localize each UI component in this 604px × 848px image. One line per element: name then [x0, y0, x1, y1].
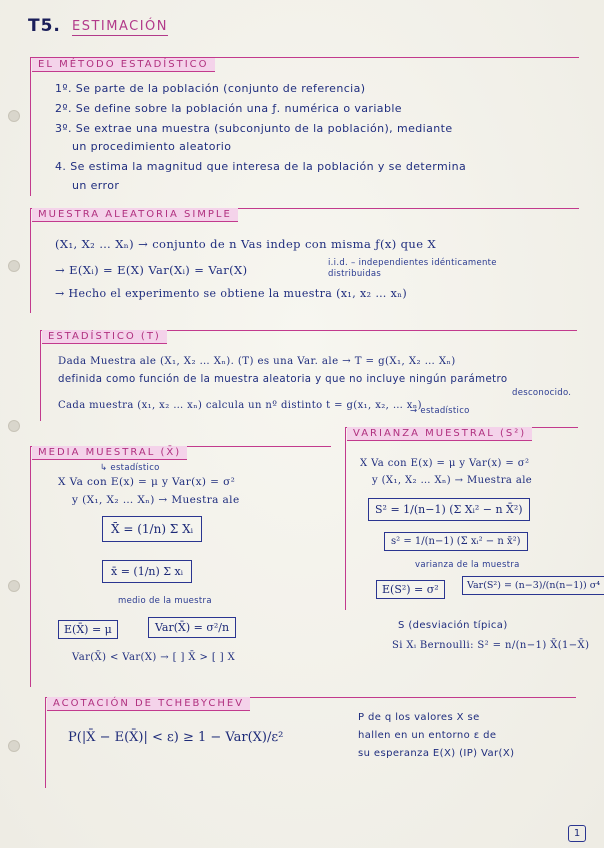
varianza-line-2: y (X₁, X₂ … Xₙ) → Muestra ale — [372, 475, 533, 486]
tchebychev-text-1: P de q los valores X se — [358, 712, 480, 723]
metodo-step-1: 1º. Se parte de la población (conjunto de referencia) — [55, 82, 366, 95]
varianza-variance-box: Var(S²) = (n−3)/(n(n−1)) σ⁴ — [462, 576, 604, 595]
varianza-line-1: X Va con E(x) = μ y Var(x) = σ² — [360, 458, 530, 469]
mas-iid-note: i.i.d. – independientes idénticamente distribuidas — [328, 258, 497, 279]
metodo-step-3: 3º. Se extrae una muestra (subconjunto de la población), mediante — [55, 122, 453, 135]
estadistico-line-1: Dada Muestra ale (X₁, X₂ … Xₙ). (T) es una Var. ale → T = g(X₁, X₂ … Xₙ) — [58, 356, 456, 367]
mas-sample-result: → Hecho el experimento se obtiene la muestra (x₁, x₂ … xₙ) — [55, 287, 408, 300]
estadistico-note: → estadístico — [410, 406, 470, 416]
metodo-step-4-cont: un error — [72, 179, 120, 192]
varianza-bernoulli: Si Xᵢ Bernoulli: S² = n/(n−1) X̄(1−X̄) — [392, 640, 590, 651]
mas-definition: (X₁, X₂ … Xₙ) → conjunto de n Vas indep con misma ƒ(x) que X — [55, 237, 437, 251]
varianza-desviacion: S (desviación típica) — [398, 620, 508, 631]
media-line-2: y (X₁, X₂ … Xₙ) → Muestra ale — [72, 494, 240, 506]
varianza-sample-note: varianza de la muestra — [415, 560, 520, 570]
binding-hole — [8, 260, 20, 272]
chapter-title: ESTIMACIÓN — [72, 19, 168, 34]
chapter-number: T5. — [28, 16, 61, 36]
section-header-mas: MUESTRA ALEATORIA SIMPLE — [32, 208, 238, 222]
media-formula-box: X̄ = (1/n) Σ Xᵢ — [102, 516, 202, 542]
section-header-media: MEDIA MUESTRAL (X̄) — [32, 446, 187, 460]
metodo-step-4: 4. Se estima la magnitud que interesa de la población y se determina — [55, 160, 467, 173]
tchebychev-formula: P(|X̄ − E(X̄)| < ε) ≥ 1 − Var(X)/ε² — [68, 730, 284, 745]
section-header-tchebychev: ACOTACIÓN DE TCHEBYCHEV — [47, 697, 250, 711]
estadistico-line-2b: desconocido. — [512, 388, 572, 398]
section-header-varianza: VARIANZA MUESTRAL (S²) — [347, 427, 532, 441]
page-number: 1 — [568, 825, 586, 842]
binding-hole — [8, 110, 20, 122]
estadistico-line-2: definida como función de la muestra aleatoria y que no incluye ningún parámetro — [58, 374, 508, 385]
media-note: ↳ estadístico — [100, 463, 160, 473]
section-header-estadistico: ESTADÍSTICO (T) — [42, 330, 167, 344]
media-line-1: X Va con E(x) = μ y Var(x) = σ² — [58, 476, 236, 488]
binding-hole — [8, 740, 20, 752]
metodo-step-3-cont: un procedimiento aleatorio — [72, 140, 232, 153]
binding-hole — [8, 420, 20, 432]
media-comparison: Var(X̄) < Var(X) → [ ] X̄ > [ ] X — [72, 652, 236, 663]
tchebychev-text-2: hallen en un entorno ε de — [358, 730, 497, 741]
varianza-expectation-box: E(S²) = σ² — [376, 580, 445, 599]
estadistico-line-3: Cada muestra (x₁, x₂ … xₙ) calcula un nº distinto t = g(x₁, x₂, … xₙ) — [58, 400, 422, 411]
media-sample-note: medio de la muestra — [118, 596, 212, 606]
varianza-formula-box: S² = 1/(n−1) (Σ Xᵢ² − n X̄²) — [368, 498, 530, 521]
media-variance-box: Var(X̄) = σ²/n — [148, 617, 236, 638]
tchebychev-text-3: su esperanza E(X) (IP) Var(X) — [358, 748, 515, 759]
media-expectation-box: E(X̄) = μ — [58, 620, 118, 639]
metodo-step-2: 2º. Se define sobre la población una ƒ. numérica o variable — [55, 102, 402, 115]
section-header-metodo: EL MÉTODO ESTADÍSTICO — [32, 58, 215, 72]
media-sample-formula-box: x̄ = (1/n) Σ xᵢ — [102, 560, 192, 583]
varianza-sample-formula-box: s² = 1/(n−1) (Σ xᵢ² − n x̄²) — [384, 532, 528, 551]
binding-hole — [8, 580, 20, 592]
mas-expectation: → E(Xᵢ) = E(X) Var(Xᵢ) = Var(X) — [55, 263, 248, 277]
